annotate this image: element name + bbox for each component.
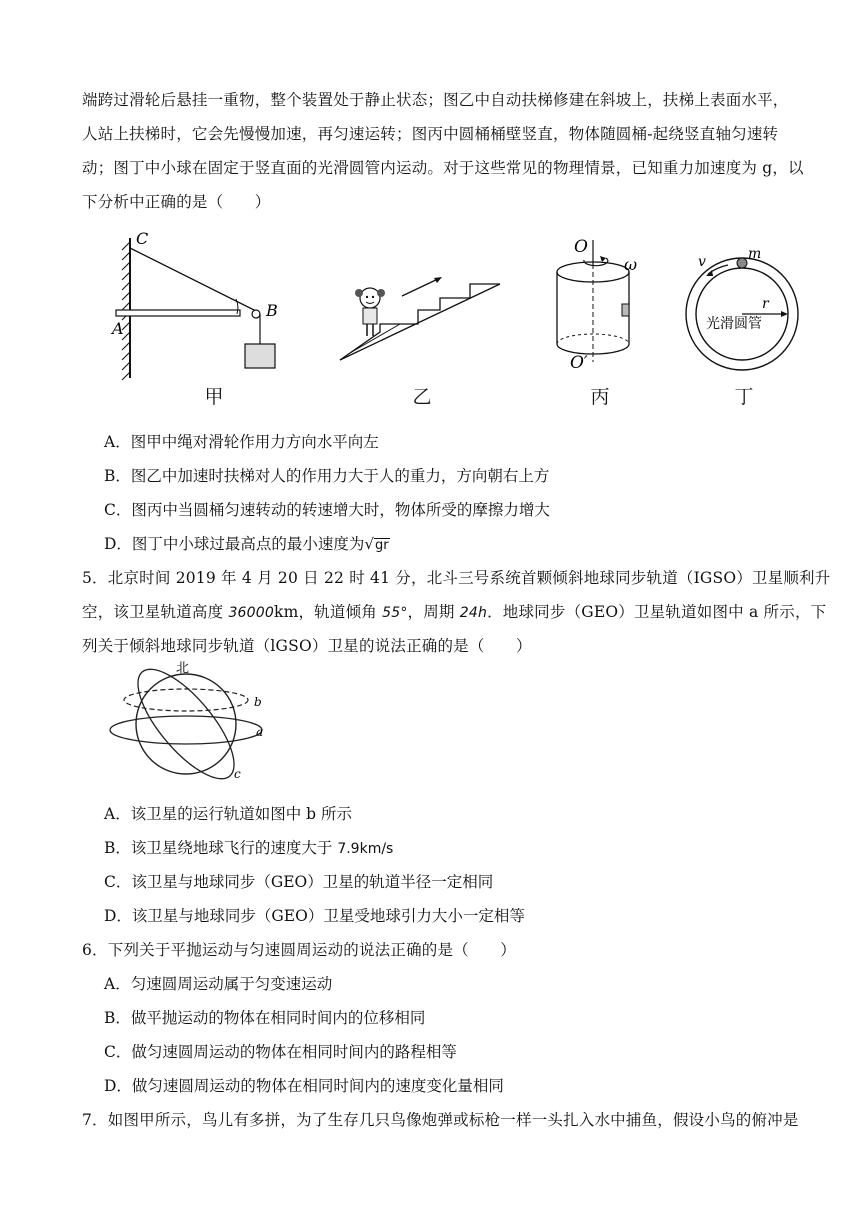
label-orbit-c: c — [234, 767, 241, 781]
q5-option-b-text: B．该卫星绕地球飞行的速度大于 — [104, 839, 338, 857]
figure-bing — [548, 232, 658, 374]
q7-stem: 7．如图甲所示，鸟儿有多拼，为了生存几只鸟像炮弹或标枪一样一头扎入水中捕鱼，假设小鸟的俯冲是 — [82, 1111, 799, 1129]
q4-stem-line-1: 端跨过滑轮后悬挂一重物，整个装置处于静止状态；图乙中自动扶梯修建在斜坡上，扶梯上表面水平， — [82, 91, 789, 109]
q5-stem-line-3: 列关于倾斜地球同步轨道（lGSO）卫星的说法正确的是（ ） — [82, 637, 532, 655]
q5-option-b — [104, 836, 393, 858]
label-north: 北 — [176, 661, 190, 676]
q5-line2-part-a: 空，该卫星轨道高度 — [82, 603, 229, 621]
q6-option-d: D．做匀速圆周运动的物体在相同时间内的速度变化量相同 — [104, 1077, 504, 1095]
q5-line2-part-c: ，周期 — [407, 603, 460, 621]
label-o-prime: O′ — [570, 353, 588, 373]
figure-jia — [100, 228, 290, 388]
q5-stem-line-2 — [82, 600, 826, 622]
q5-option-a: A．该卫星的运行轨道如图中 b 所示 — [104, 805, 352, 823]
label-a: A — [112, 319, 124, 338]
figure-yi-caption: 乙 — [412, 386, 432, 408]
q6-option-a: A．匀速圆周运动属于匀变速运动 — [104, 975, 333, 993]
label-omega: ω — [624, 255, 638, 274]
q4-option-a: A．图甲中绳对滑轮作用力方向水平向左 — [104, 433, 379, 451]
q4-option-d-sqrt: gr — [375, 538, 389, 553]
label-b: B — [266, 301, 278, 320]
q6-option-c: C．做匀速圆周运动的物体在相同时间内的路程相等 — [104, 1043, 457, 1061]
q6-stem: 6．下列关于平抛运动与匀速圆周运动的说法正确的是（ ） — [82, 941, 516, 959]
q5-option-b-value: 7.9km/s — [337, 841, 394, 857]
label-v: v — [698, 254, 706, 270]
q4-option-d: D．图丁中小球过最高点的最小速度为√gr — [104, 535, 389, 553]
q4-option-d-text: D．图丁中小球过最高点的最小速度为 — [104, 535, 365, 553]
q4-stem-line-4: 下分析中正确的是（ ） — [82, 193, 271, 211]
label-orbit-b: b — [254, 695, 262, 709]
q6-option-b: B．做平抛运动的物体在相同时间内的位移相同 — [104, 1009, 426, 1027]
label-o: O — [574, 237, 588, 257]
figure-ding — [680, 248, 810, 374]
q4-option-c: C．图丙中当圆桶匀速转动的转速增大时，物体所受的摩擦力增大 — [104, 501, 550, 519]
label-m: m — [748, 248, 762, 262]
label-c: C — [136, 229, 149, 248]
q5-option-c: C．该卫星与地球同步（GEO）卫星的轨道半径一定相同 — [104, 873, 494, 891]
figure-bing-caption: 丙 — [590, 386, 610, 408]
figure-ding-caption: 丁 — [734, 386, 754, 408]
q5-option-d: D．该卫星与地球同步（GEO）卫星受地球引力大小一定相等 — [104, 907, 525, 925]
q5-period-value: 24h — [459, 605, 488, 621]
figure-yi — [330, 260, 510, 370]
figure-orbits — [102, 660, 266, 782]
q5-height-value: 36000 — [228, 605, 274, 621]
q4-stem-line-2: 人站上扶梯时，它会先慢慢加速，再匀速运转；图丙中圆桶桶壁竖直，物体随圆桶-起绕竖直轴匀速转 — [82, 125, 779, 143]
label-r: r — [762, 296, 769, 312]
q5-line2-part-b: km，轨道倾角 — [273, 603, 383, 621]
label-orbit-a: a — [256, 725, 264, 739]
figure-jia-caption: 甲 — [204, 386, 224, 408]
q4-stem-line-3: 动；图丁中小球在固定于竖直面的光滑圆管内运动。对于这些常见的物理情景，已知重力加速度为 g，以 — [82, 159, 804, 177]
q5-stem-line-1: 5．北京时间 2019 年 4 月 20 日 22 时 41 分，北斗三号系统首颗倾斜地球同步轨道（IGSO）卫星顺利升 — [82, 569, 831, 587]
q5-line2-part-d: ．地球同步（GEO）卫星轨道如图中 a 所示，下 — [487, 603, 827, 621]
q4-option-b: B．图乙中加速时扶梯对人的作用力大于人的重力，方向朝右上方 — [104, 467, 550, 485]
tube-label: 光滑圆管 — [706, 316, 762, 332]
q5-angle-value: 55° — [382, 605, 408, 621]
